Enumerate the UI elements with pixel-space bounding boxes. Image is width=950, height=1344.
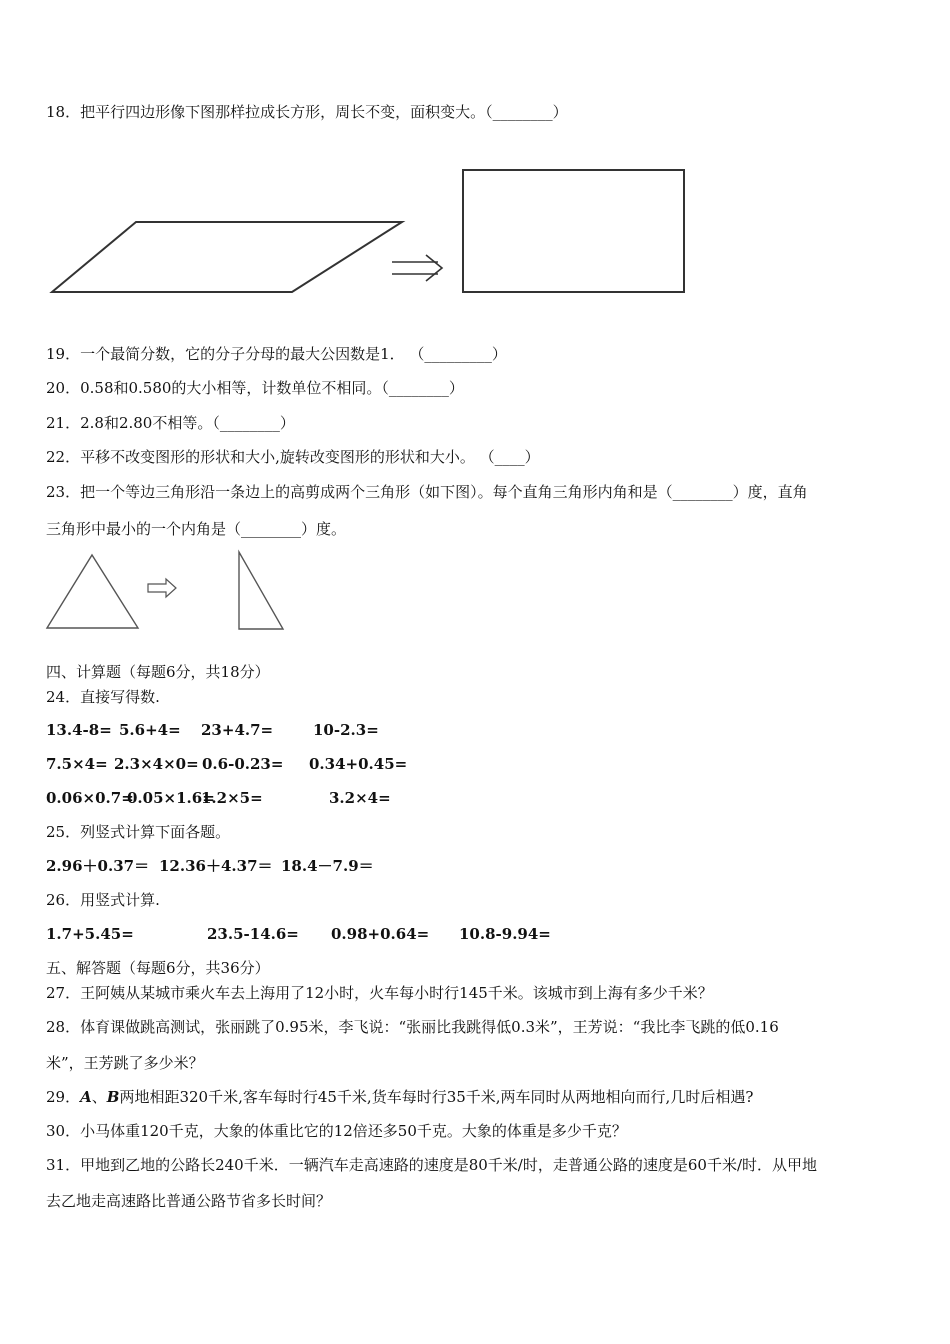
question-22: 22．平移不改变图形的形状和大小,旋转改变图形的形状和大小。 （____） (46, 448, 540, 466)
question-30: 30．小马体重120千克，大象的体重比它的12倍还多50千克。大象的体重是多少千克？ (46, 1122, 627, 1140)
calc-item: 23+4.7= (201, 721, 274, 739)
question-25: 25．列竖式计算下面各题。 (46, 823, 231, 841)
question-21: 21．2.8和2.80不相等。（________） (46, 414, 295, 432)
point-b-label: B (106, 1088, 120, 1106)
point-a-label: A (80, 1088, 92, 1106)
calc-item: 18.4－7.9＝ (281, 857, 374, 875)
calc-item: 10.8-9.94= (459, 925, 551, 943)
calc-item: 1.2×5= (201, 789, 263, 807)
question-23-line2: 三角形中最小的一个内角是（________）度。 (46, 520, 347, 538)
calc-item: 10-2.3= (313, 721, 379, 739)
right-triangle-shape (239, 552, 283, 629)
section-4-heading: 四、计算题（每题6分，共18分） (46, 663, 270, 681)
calc-item: 0.34+0.45= (309, 755, 408, 773)
calc-item: 12.36＋4.37＝ (159, 857, 273, 875)
calc-item: 2.96＋0.37＝ (46, 857, 150, 875)
question-20: 20．0.58和0.580的大小相等，计数单位不相同。（________） (46, 379, 464, 397)
hollow-arrow-icon (148, 579, 176, 597)
question-29-text: 两地相距320千米,客车每时行45千米,货车每时行35千米,两车同时从两地相向而行,几时后相遇? (119, 1088, 754, 1106)
question-29-number: 29． (46, 1088, 81, 1106)
calc-item: 13.4-8= (46, 721, 112, 739)
question-19: 19．一个最简分数，它的分子分母的最大公因数是1． （_________） (46, 345, 507, 363)
calc-item: 0.6-0.23= (202, 755, 284, 773)
calc-item: 3.2×4= (329, 789, 391, 807)
separator: 、 (91, 1088, 107, 1106)
section-5-heading: 五、解答题（每题6分，共36分） (46, 959, 270, 977)
calc-item: 7.5×4= (46, 755, 108, 773)
calc-item: 23.5-14.6= (207, 925, 299, 943)
equilateral-triangle-shape (47, 555, 138, 628)
question-24: 24．直接写得数. (46, 688, 160, 706)
calc-item: 0.05×1.6= (127, 789, 215, 807)
calc-item: 5.6+4= (119, 721, 181, 739)
question-28-line2: 米”，王芳跳了多少米？ (46, 1054, 204, 1072)
calc-item: 1.7+5.45= (46, 925, 134, 943)
question-23-line1: 23．把一个等边三角形沿一条边上的高剪成两个三角形（如下图）。每个直角三角形内角和是（________）度，直角 (46, 483, 808, 501)
question-18: 18．把平行四边形像下图那样拉成长方形，周长不变，面积变大。（________） (46, 103, 568, 121)
question-28-line1: 28．体育课做跳高测试，张丽跳了0.95米，李飞说：“张丽比我跳得低0.3米”，王芳说：“我比李飞跳的低0.16 (46, 1018, 779, 1036)
calc-item: 0.06×0.7= (46, 789, 134, 807)
calc-item: 2.3×4×0= (114, 755, 199, 773)
calc-item: 0.98+0.64= (331, 925, 430, 943)
question-31-line2: 去乙地走高速路比普通公路节省多长时间？ (46, 1192, 332, 1210)
question-29 (46, 1087, 753, 1107)
question-31-line1: 31．甲地到乙地的公路长240千米．一辆汽车走高速路的速度是80千米/时，走普通公路的速度是60千米/时．从甲地 (46, 1156, 818, 1174)
question-26: 26．用竖式计算. (46, 891, 160, 909)
question-27: 27．王阿姨从某城市乘火车去上海用了12小时，火车每小时行145千米。该城市到上海有多少千米？ (46, 984, 713, 1002)
